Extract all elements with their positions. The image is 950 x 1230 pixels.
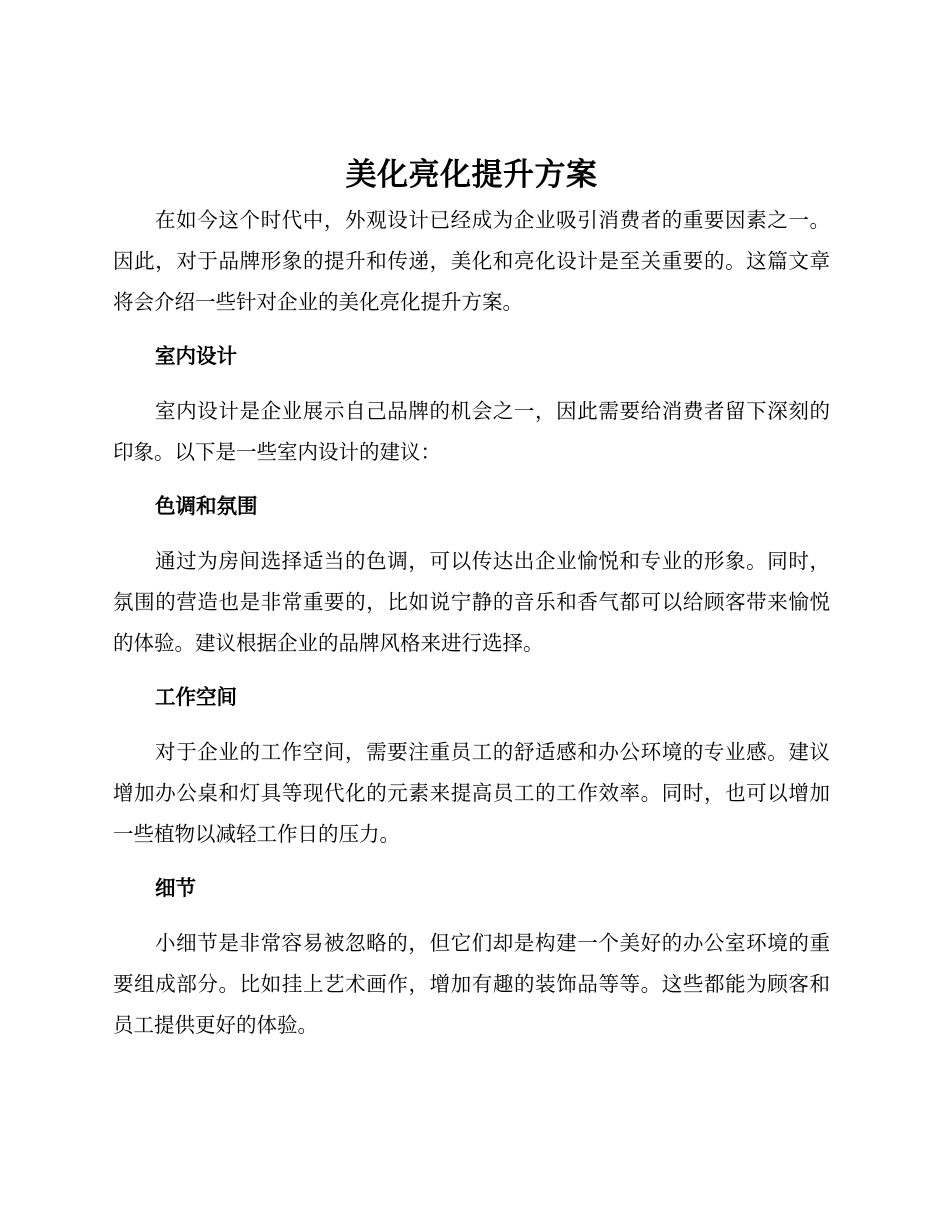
section-body-color-atmosphere: 通过为房间选择适当的色调，可以传达出企业愉悦和专业的形象。同时，氛围的营造也是非常重要的，比如说宁静的音乐和香气都可以给顾客带来愉悦的体验。建议根据企业的品牌风格来进行选择。 [113,549,830,655]
section-heading-color-atmosphere: 色调和氛围 [155,494,258,518]
section-heading-workspace: 工作空间 [155,685,237,709]
document-page [113,150,830,1046]
section-body-workspace: 对于企业的工作空间，需要注重员工的舒适感和办公环境的专业感。建议增加办公桌和灯具等现代化的元素来提高员工的工作效率。同时，也可以增加一些植物以减轻工作日的压力。 [113,740,830,846]
section-heading-interior-design: 室内设计 [155,344,237,368]
section-body-details: 小细节是非常容易被忽略的，但它们却是构建一个美好的办公室环境的重要组成部分。比如挂上艺术画作，增加有趣的装饰品等等。这些都能为顾客和员工提供更好的体验。 [113,931,830,1037]
intro-paragraph: 在如今这个时代中，外观设计已经成为企业吸引消费者的重要因素之一。因此，对于品牌形象的提升和传递，美化和亮化设计是至关重要的。这篇文章将会介绍一些针对企业的美化亮化提升方案。 [113,208,830,314]
section-heading-details: 细节 [155,876,196,900]
document-title: 美化亮化提升方案 [345,157,598,193]
section-body-interior-design: 室内设计是企业展示自己品牌的机会之一，因此需要给消费者留下深刻的印象。以下是一些室内设计的建议： [113,399,830,464]
